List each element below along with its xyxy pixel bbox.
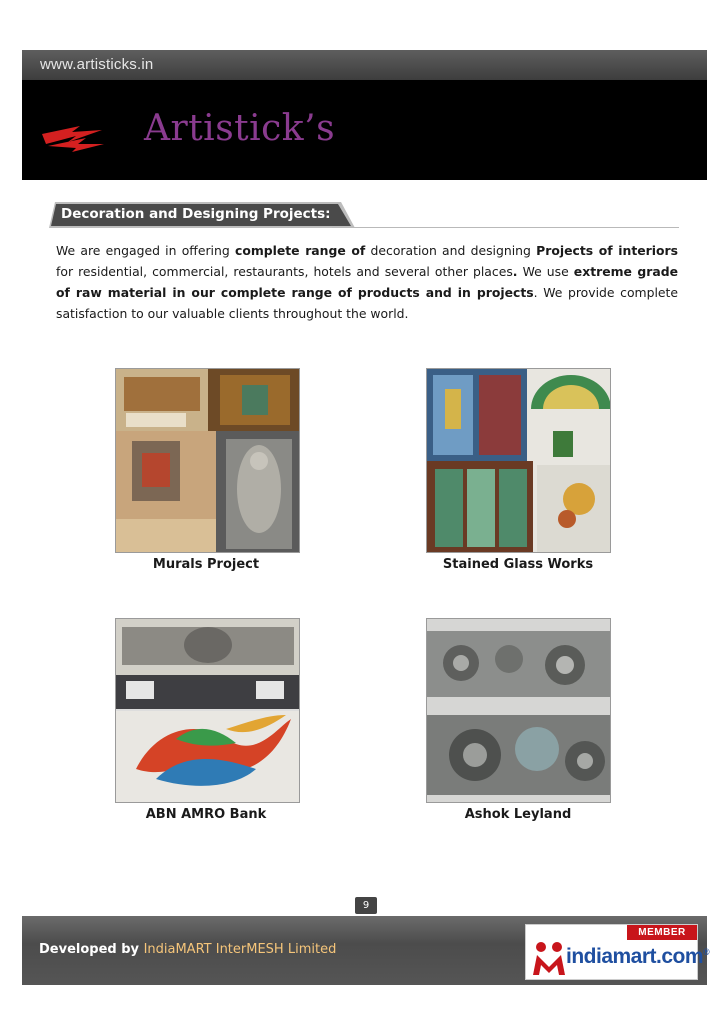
murals-project-photo (115, 368, 300, 553)
ashok-leyland-photo (426, 618, 611, 803)
indiamart-logo-icon (531, 939, 567, 977)
developed-by-credit (39, 942, 336, 957)
site-url[interactable]: www.artisticks.in (40, 56, 154, 73)
intro-paragraph (56, 240, 678, 324)
intro-text: for residential, commercial, restaurants, hotels and several other places (56, 264, 513, 279)
abn-amro-bank-caption: ABN AMRO Bank (145, 807, 267, 822)
trademark-symbol: ® (703, 947, 710, 957)
brand-name: Artistick’s (144, 108, 336, 149)
brochure-page (22, 50, 710, 985)
indiamart-member-badge[interactable] (525, 924, 710, 980)
footer (22, 916, 710, 985)
intro-text: . We provide complete satisfaction to our valuable clients throughout the world. (56, 285, 679, 321)
section-title: Decoration and Designing Projects: (61, 206, 331, 222)
section-divider (332, 227, 679, 228)
member-label: MEMBER (627, 925, 697, 940)
section-heading (49, 202, 357, 228)
intro-bold-text: Projects of interiors (536, 243, 679, 258)
intro-text: decoration and designing (365, 243, 537, 258)
stained-glass-works-photo (426, 368, 611, 553)
developed-by-label: Developed by (39, 942, 140, 957)
intro-bold-text: extreme grade of raw material in our complete range of products and in projects (56, 264, 678, 300)
red-arrow-logo-icon (42, 122, 106, 152)
intro-bold-text: . (512, 264, 518, 279)
intro-bold-text: complete range of (234, 243, 366, 258)
intro-text: We are engaged in offering (56, 243, 235, 258)
stained-glass-works-caption: Stained Glass Works (442, 557, 594, 572)
page-number: 9 (355, 897, 377, 914)
developer-company[interactable]: IndiaMART InterMESH Limited (143, 942, 337, 957)
ashok-leyland-caption: Ashok Leyland (464, 807, 572, 822)
intro-text: We use (517, 264, 574, 279)
abn-amro-bank-photo (115, 618, 300, 803)
murals-project-caption: Murals Project (152, 557, 260, 572)
indiamart-brand-name: indiamart.com (566, 945, 704, 968)
indiamart-brand-text (566, 945, 709, 969)
top-bar (22, 50, 707, 80)
header-banner (22, 80, 707, 180)
